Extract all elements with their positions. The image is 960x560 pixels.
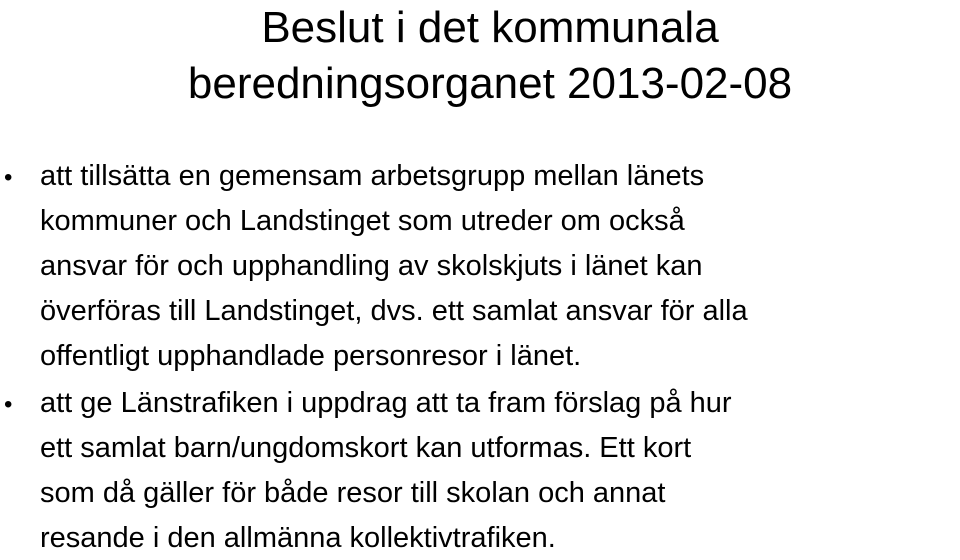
bullet-2-line-3: som då gäller för både resor till skolan och annat [40,477,666,509]
title-line-2: beredningsorganet 2013-02-08 [187,59,793,108]
bullet-2-line-2: ett samlat barn/ungdomskort kan utformas. Ett kort [40,432,692,464]
bullet-list [0,154,960,560]
bullet-2-line-4: resande i den allmänna kollektivtrafiken. [40,522,556,554]
bullet-item-1 [0,154,960,379]
bullet-1-line-1: att tillsätta en gemensam arbetsgrupp mellan länets [40,160,705,192]
title-line-1: Beslut i det kommunala [261,3,719,52]
bullet-1-line-3: ansvar för och upphandling av skolskjuts i länet kan [40,250,703,282]
bullet-item-2 [0,381,960,560]
bullet-icon: • [4,391,13,418]
bullet-1-line-4: överföras till Landstinget, dvs. ett samlat ansvar för alla [40,295,748,327]
bullet-2-line-1: att ge Länstrafiken i uppdrag att ta fram förslag på hur [40,387,732,419]
bullet-icon: • [4,164,13,191]
bullet-1-line-5: offentligt upphandlade personresor i länet. [40,340,582,372]
bullet-1-line-2: kommuner och Landstinget som utreder om också [40,205,685,237]
slide-title [60,0,920,112]
